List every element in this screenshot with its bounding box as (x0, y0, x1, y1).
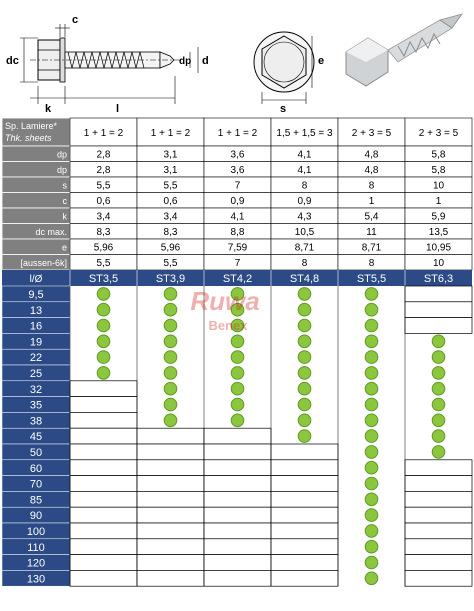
empty-cell (271, 444, 338, 460)
column-header: ST3,9 (155, 273, 186, 285)
header-value: 4,3 (297, 211, 312, 223)
availability-dot (365, 288, 378, 301)
empty-cell (204, 507, 271, 523)
availability-dot (365, 398, 378, 411)
header-value: 3,1 (163, 149, 178, 161)
header-value: 2 + 3 = 5 (351, 128, 392, 139)
empty-cell (405, 507, 472, 523)
header-value: 1 (435, 196, 442, 207)
length-label: 45 (29, 431, 43, 444)
availability-dot (365, 351, 378, 364)
length-label: 25 (29, 368, 43, 380)
header-label-cell (2, 208, 70, 224)
header-label: dp (56, 149, 67, 160)
column-header: ST4,8 (289, 273, 320, 285)
header-value: 0,6 (163, 196, 178, 207)
empty-cell (204, 428, 271, 444)
availability-dot (164, 382, 177, 395)
availability-dot (97, 351, 110, 364)
availability-dot (365, 367, 378, 380)
availability-dot (365, 446, 378, 459)
empty-cell (405, 539, 472, 555)
header-value: 5,8 (431, 149, 446, 161)
empty-cell (271, 460, 338, 476)
empty-cell (137, 428, 204, 444)
length-label: 13 (29, 304, 43, 317)
header-label: k (62, 211, 67, 222)
header-label: e (61, 242, 67, 253)
availability-dot (231, 398, 244, 411)
length-label: 130 (26, 573, 46, 586)
length-label: 110 (27, 541, 45, 554)
column-header: ST5,5 (356, 273, 387, 285)
header-value: 8 (368, 258, 375, 269)
header-label: Sp. Lamiere* (5, 121, 58, 131)
length-label: 16 (29, 320, 43, 333)
availability-dot (97, 319, 110, 332)
availability-dot (365, 382, 378, 395)
label-d: d (202, 55, 209, 67)
empty-cell (70, 539, 137, 555)
header-value: 11 (366, 227, 377, 238)
header-label: c (62, 196, 67, 206)
header-value: 5,5 (163, 180, 178, 192)
header-value: 5,4 (364, 211, 379, 223)
length-label: 35 (29, 399, 43, 412)
availability-dot (365, 572, 378, 585)
empty-cell (271, 507, 338, 523)
empty-cell (204, 476, 271, 492)
availability-dot (298, 430, 311, 443)
header-value: 8 (301, 258, 308, 269)
availability-dot (432, 398, 445, 411)
availability-dot (231, 367, 244, 380)
size-header-label: l/Ø (29, 274, 43, 285)
header-value: 10,95 (425, 242, 452, 254)
header-value: 4,8 (364, 165, 379, 176)
label-s: s (280, 103, 287, 115)
length-label: 22 (29, 352, 43, 365)
header-value: 8,3 (163, 227, 178, 238)
empty-cell (137, 539, 204, 555)
availability-dot (365, 493, 378, 506)
header-value: 3,6 (230, 149, 245, 161)
watermark-text: Benex (208, 318, 248, 333)
availability-dot (365, 414, 378, 427)
availability-dot (298, 398, 311, 411)
availability-dot (231, 414, 244, 427)
availability-dot (365, 509, 378, 522)
availability-dot (365, 556, 378, 569)
empty-cell (137, 523, 204, 539)
header-value: 8 (301, 180, 308, 192)
availability-dot (298, 303, 311, 316)
availability-dot (97, 288, 110, 301)
header-value: 2,8 (96, 149, 111, 161)
header-value: 0,6 (96, 196, 111, 207)
header-label-cell (2, 239, 70, 255)
availability-dot (298, 367, 311, 380)
availability-dot (365, 319, 378, 332)
length-label: 9,5 (28, 289, 44, 301)
availability-dot (432, 414, 445, 427)
label-c: c (72, 14, 79, 26)
empty-cell (204, 555, 271, 571)
empty-cell (70, 381, 137, 397)
empty-cell (137, 507, 204, 523)
empty-cell (405, 460, 472, 476)
length-label: 32 (29, 383, 43, 396)
header-value: 5,8 (431, 165, 446, 176)
header-value: 5,5 (163, 258, 178, 269)
availability-dot (432, 351, 445, 364)
header-value: 4,1 (297, 165, 312, 176)
empty-cell (204, 570, 271, 586)
header-label: [aussen-6k] (20, 258, 67, 268)
length-label: 19 (29, 336, 43, 349)
empty-cell (70, 412, 137, 428)
header-label: s (62, 180, 67, 191)
availability-dot (365, 477, 378, 490)
header-value: 5,5 (96, 258, 111, 269)
header-value: 10 (432, 180, 445, 192)
header-value: 13,5 (428, 227, 449, 238)
header-value: 3,4 (163, 211, 178, 223)
availability-dot (432, 382, 445, 395)
availability-dot (164, 398, 177, 411)
column-header: ST4,2 (222, 273, 253, 285)
availability-dot (365, 303, 378, 316)
length-label: 90 (29, 510, 43, 523)
column-header: ST3,5 (88, 273, 119, 285)
empty-cell (70, 428, 137, 444)
availability-dot (97, 303, 110, 316)
header-value: 3,1 (163, 165, 178, 176)
empty-cell (137, 444, 204, 460)
header-value: 5,96 (93, 242, 114, 254)
empty-cell (204, 523, 271, 539)
header-value: 8,71 (361, 242, 382, 254)
header-label: Thk. sheets (5, 133, 52, 143)
empty-cell (70, 397, 137, 413)
header-value: 8,8 (230, 227, 245, 238)
empty-cell (271, 523, 338, 539)
empty-cell (70, 570, 137, 586)
header-value: 1 (368, 196, 375, 207)
availability-dot (365, 540, 378, 553)
header-value: 5,5 (96, 180, 111, 192)
availability-dot (432, 446, 445, 459)
label-e: e (318, 55, 325, 67)
header-value: 1 + 1 = 2 (217, 128, 258, 139)
header-value: 1 + 1 = 2 (150, 128, 191, 139)
length-label: 38 (29, 415, 43, 428)
header-value: 10 (432, 258, 445, 269)
header-label-cell (2, 177, 70, 193)
availability-dot (365, 335, 378, 348)
header-value: 1,5 + 1,5 = 3 (276, 128, 333, 139)
empty-cell (70, 523, 137, 539)
length-label: 85 (29, 494, 43, 507)
empty-cell (137, 460, 204, 476)
header-value: 7,59 (227, 242, 248, 254)
header-value: 1 + 1 = 2 (83, 128, 124, 139)
empty-cell (137, 570, 204, 586)
header-value: 2,8 (96, 165, 111, 176)
empty-cell (271, 570, 338, 586)
empty-cell (204, 539, 271, 555)
availability-dot (432, 335, 445, 348)
empty-cell (405, 491, 472, 507)
header-value: 3,4 (96, 211, 111, 223)
length-label: 120 (26, 557, 46, 570)
length-label: 60 (29, 462, 43, 475)
header-label-cell (2, 193, 70, 209)
empty-cell (70, 444, 137, 460)
empty-cell (271, 539, 338, 555)
availability-dot (164, 351, 177, 364)
empty-cell (70, 476, 137, 492)
empty-cell (405, 286, 472, 302)
header-value: 10,5 (294, 227, 315, 238)
length-label: 70 (29, 478, 43, 491)
header-value: 3,6 (230, 165, 245, 176)
availability-dot (164, 303, 177, 316)
header-label: dc max. (35, 227, 67, 237)
availability-dot (164, 414, 177, 427)
empty-cell (70, 491, 137, 507)
label-dc: dc (6, 55, 19, 67)
header-value: 0,9 (230, 196, 245, 207)
availability-dot (231, 335, 244, 348)
header-value: 5,9 (431, 211, 446, 223)
header-value: 0,9 (297, 196, 312, 207)
label-l: l (116, 103, 120, 115)
header-value: 2 + 3 = 5 (418, 128, 459, 139)
empty-cell (405, 523, 472, 539)
availability-dot (164, 367, 177, 380)
availability-dot (432, 367, 445, 380)
header-value: 8 (368, 180, 375, 192)
empty-cell (271, 476, 338, 492)
empty-cell (405, 318, 472, 334)
availability-dot (231, 382, 244, 395)
empty-cell (204, 460, 271, 476)
empty-cell (204, 491, 271, 507)
empty-cell (70, 460, 137, 476)
empty-cell (405, 476, 472, 492)
empty-cell (70, 507, 137, 523)
length-label: 100 (26, 526, 46, 538)
availability-dot (298, 382, 311, 395)
header-value: 4,1 (230, 211, 245, 223)
empty-cell (204, 444, 271, 460)
empty-cell (271, 491, 338, 507)
availability-dot (298, 288, 311, 301)
availability-dot (97, 335, 110, 348)
empty-cell (405, 570, 472, 586)
availability-dot (432, 430, 445, 443)
empty-cell (405, 555, 472, 571)
header-label: dp (56, 165, 67, 175)
availability-dot (231, 351, 244, 364)
length-label: 50 (29, 447, 43, 459)
header-value: 8,3 (96, 227, 111, 238)
availability-dot (365, 525, 378, 538)
availability-dot (164, 288, 177, 301)
availability-dot (164, 319, 177, 332)
availability-dot (298, 335, 311, 348)
header-value: 4,8 (364, 149, 379, 161)
empty-cell (137, 476, 204, 492)
empty-cell (137, 555, 204, 571)
header-value: 7 (234, 180, 241, 192)
availability-dot (365, 461, 378, 474)
header-value: 4,1 (297, 149, 312, 161)
label-dp: dp (179, 56, 192, 67)
availability-dot (298, 414, 311, 427)
empty-cell (70, 555, 137, 571)
availability-dot (97, 367, 110, 380)
header-value: 7 (234, 258, 241, 269)
availability-dot (298, 351, 311, 364)
availability-dot (164, 335, 177, 348)
empty-cell (271, 555, 338, 571)
watermark-text: Ruwa (190, 286, 260, 316)
header-value: 5,96 (160, 242, 181, 254)
header-value: 8,71 (294, 242, 315, 254)
empty-cell (137, 491, 204, 507)
column-header: ST6,3 (423, 273, 454, 285)
availability-dot (298, 319, 311, 332)
availability-dot (365, 430, 378, 443)
empty-cell (405, 302, 472, 318)
label-k: k (45, 103, 52, 115)
